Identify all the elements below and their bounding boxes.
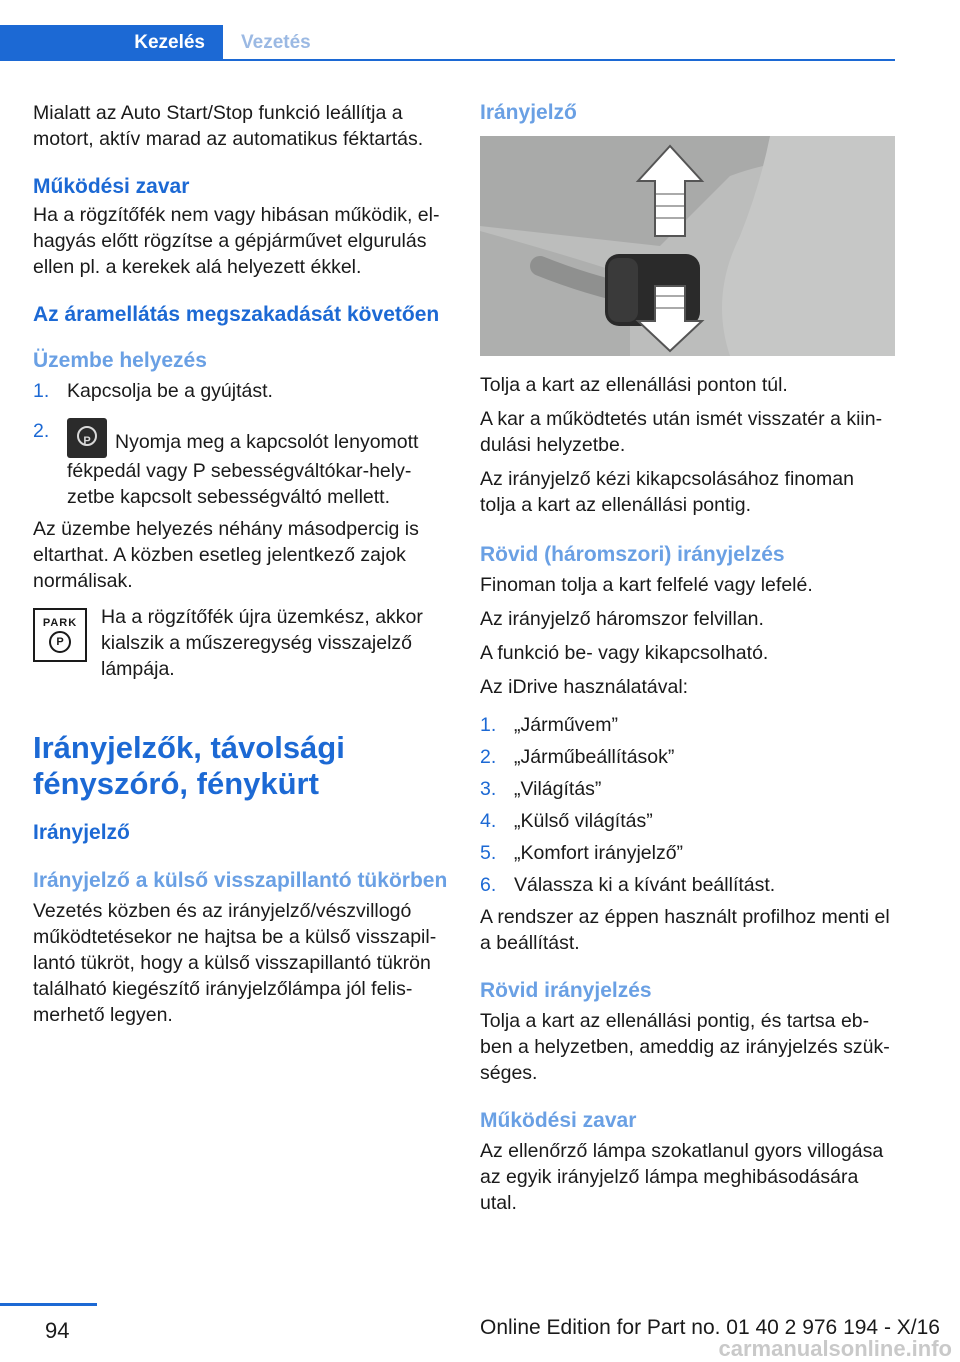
list-text: „Komfort irányjelző” <box>514 842 684 864</box>
right-para-1: Tolja a kart az ellenállási ponton túl. <box>480 374 788 396</box>
list-number: 4. <box>480 810 497 832</box>
triple-para-4: Az iDrive használatával: <box>480 676 689 698</box>
list-item <box>480 776 895 802</box>
idrive-steps <box>480 712 895 898</box>
park-indicator-note <box>33 604 448 690</box>
list-item <box>480 744 895 770</box>
profile-note: A rendszer az éppen használt profilhoz menti el a beállítást. <box>480 906 890 954</box>
malfunction-paragraph: Ha a rögzítőfék nem vagy hibásan működik, elhagyás előtt rögzítse a gépjárművet elgurulás ellen pl. a kerekek alá helyezett ékkel. <box>33 204 440 278</box>
list-text: „Járművem” <box>514 714 619 736</box>
list-number: 1. <box>480 714 497 736</box>
tab-underline <box>0 59 895 61</box>
list-number: 6. <box>480 874 497 896</box>
power-interruption-heading: Az áramellátás megszakadását követően <box>33 303 440 326</box>
list-item <box>33 378 448 404</box>
mirror-turn-signal-paragraph: Vezetés közben és az irányjelző/vészvillogó működtetésekor ne hajtsa be a külső visszapillantó tükröt, hogy a külső visszapillantó tükrön található kiegészítő irányjelzőlámpa jól felismerhető legyen. <box>33 900 437 1026</box>
list-number: 1. <box>33 380 50 402</box>
tab-kezeles[interactable]: Kezelés <box>0 25 223 61</box>
list-text: Nyomja meg a kapcsolót lenyomott fékpedál vagy P sebességváltókar-helyzetbe kapcsolt sebességváltó mellett. <box>67 431 419 508</box>
list-item <box>480 872 895 898</box>
park-icon-symbol: P <box>49 631 71 653</box>
list-number: 5. <box>480 842 497 864</box>
turn-signal-right-heading: Irányjelző <box>480 101 577 124</box>
list-text: Kapcsolja be a gyújtást. <box>67 380 273 402</box>
right-para-2: A kar a működtetés után ismét visszatér a kiindulási helyzetbe. <box>480 408 883 456</box>
list-item <box>33 418 448 510</box>
triple-para-2: Az irányjelző háromszor felvillan. <box>480 608 764 630</box>
malfunction-heading: Működési zavar <box>33 175 190 198</box>
triple-para-3: A funkció be- vagy kikapcsolható. <box>480 642 769 664</box>
short-signal-heading: Rövid irányjelzés <box>480 979 652 1002</box>
list-item <box>480 840 895 866</box>
edition-text: Online Edition for Part no. 01 40 2 976 194 - X/16 <box>480 1316 940 1339</box>
list-text: Válassza ki a kívánt beállítást. <box>514 874 776 896</box>
left-column <box>33 100 448 1036</box>
section-title: Irányjelzők, távolsági fényszóró, fénykürt <box>33 730 345 801</box>
park-note-text: Ha a rögzítőfék újra üzemkész, akkor kialszik a műszeregység visszajelző lámpája. <box>101 606 423 680</box>
turn-signal-heading: Irányjelző <box>33 821 130 844</box>
parking-brake-button-icon <box>67 418 107 458</box>
list-number: 3. <box>480 778 497 800</box>
right-column <box>480 100 895 1224</box>
intro-paragraph: Mialatt az Auto Start/Stop funkció leállítja a motort, aktív marad az automatikus féktartás. <box>33 102 424 150</box>
page-number: 94 <box>45 1318 70 1343</box>
watermark: carmanualsonline.info <box>718 1336 952 1361</box>
startup-heading: Üzembe helyezés <box>33 349 207 372</box>
right-para-3: Az irányjelző kézi kikapcsolásához finoman tolja a kart az ellenállási pontig. <box>480 468 854 516</box>
list-number: 2. <box>33 420 50 442</box>
park-indicator-icon <box>33 608 87 662</box>
park-icon-label: PARK <box>42 617 78 629</box>
tab-vezetes[interactable]: Vezetés <box>241 32 311 53</box>
list-item <box>480 808 895 834</box>
turn-signal-lever-illustration <box>480 136 895 356</box>
startup-steps <box>33 378 448 510</box>
triple-signal-heading: Rövid (háromszori) irányjelzés <box>480 543 785 566</box>
list-text: „Külső világítás” <box>514 810 653 832</box>
short-signal-paragraph: Tolja a kart az ellenállási pontig, és tartsa ebben a helyzetben, ameddig az irányjelzés szükséges. <box>480 1010 890 1084</box>
footer-accent-line <box>0 1303 97 1306</box>
mirror-turn-signal-heading: Irányjelző a külső visszapillantó tükörben <box>33 869 448 892</box>
right-malfunction-paragraph: Az ellenőrző lámpa szokatlanul gyors villogása az egyik irányjelző lámpa meghibásodására utal. <box>480 1140 884 1214</box>
triple-para-1: Finoman tolja a kart felfelé vagy lefelé. <box>480 574 813 596</box>
list-text: „Járműbeállítások” <box>514 746 675 768</box>
list-number: 2. <box>480 746 497 768</box>
list-text: „Világítás” <box>514 778 602 800</box>
startup-note: Az üzembe helyezés néhány másodpercig is eltarthat. A közben esetleg jelentkező zajok normálisak. <box>33 518 419 592</box>
top-tab-bar <box>0 25 895 61</box>
right-malfunction-heading: Működési zavar <box>480 1109 637 1132</box>
list-item <box>480 712 895 738</box>
